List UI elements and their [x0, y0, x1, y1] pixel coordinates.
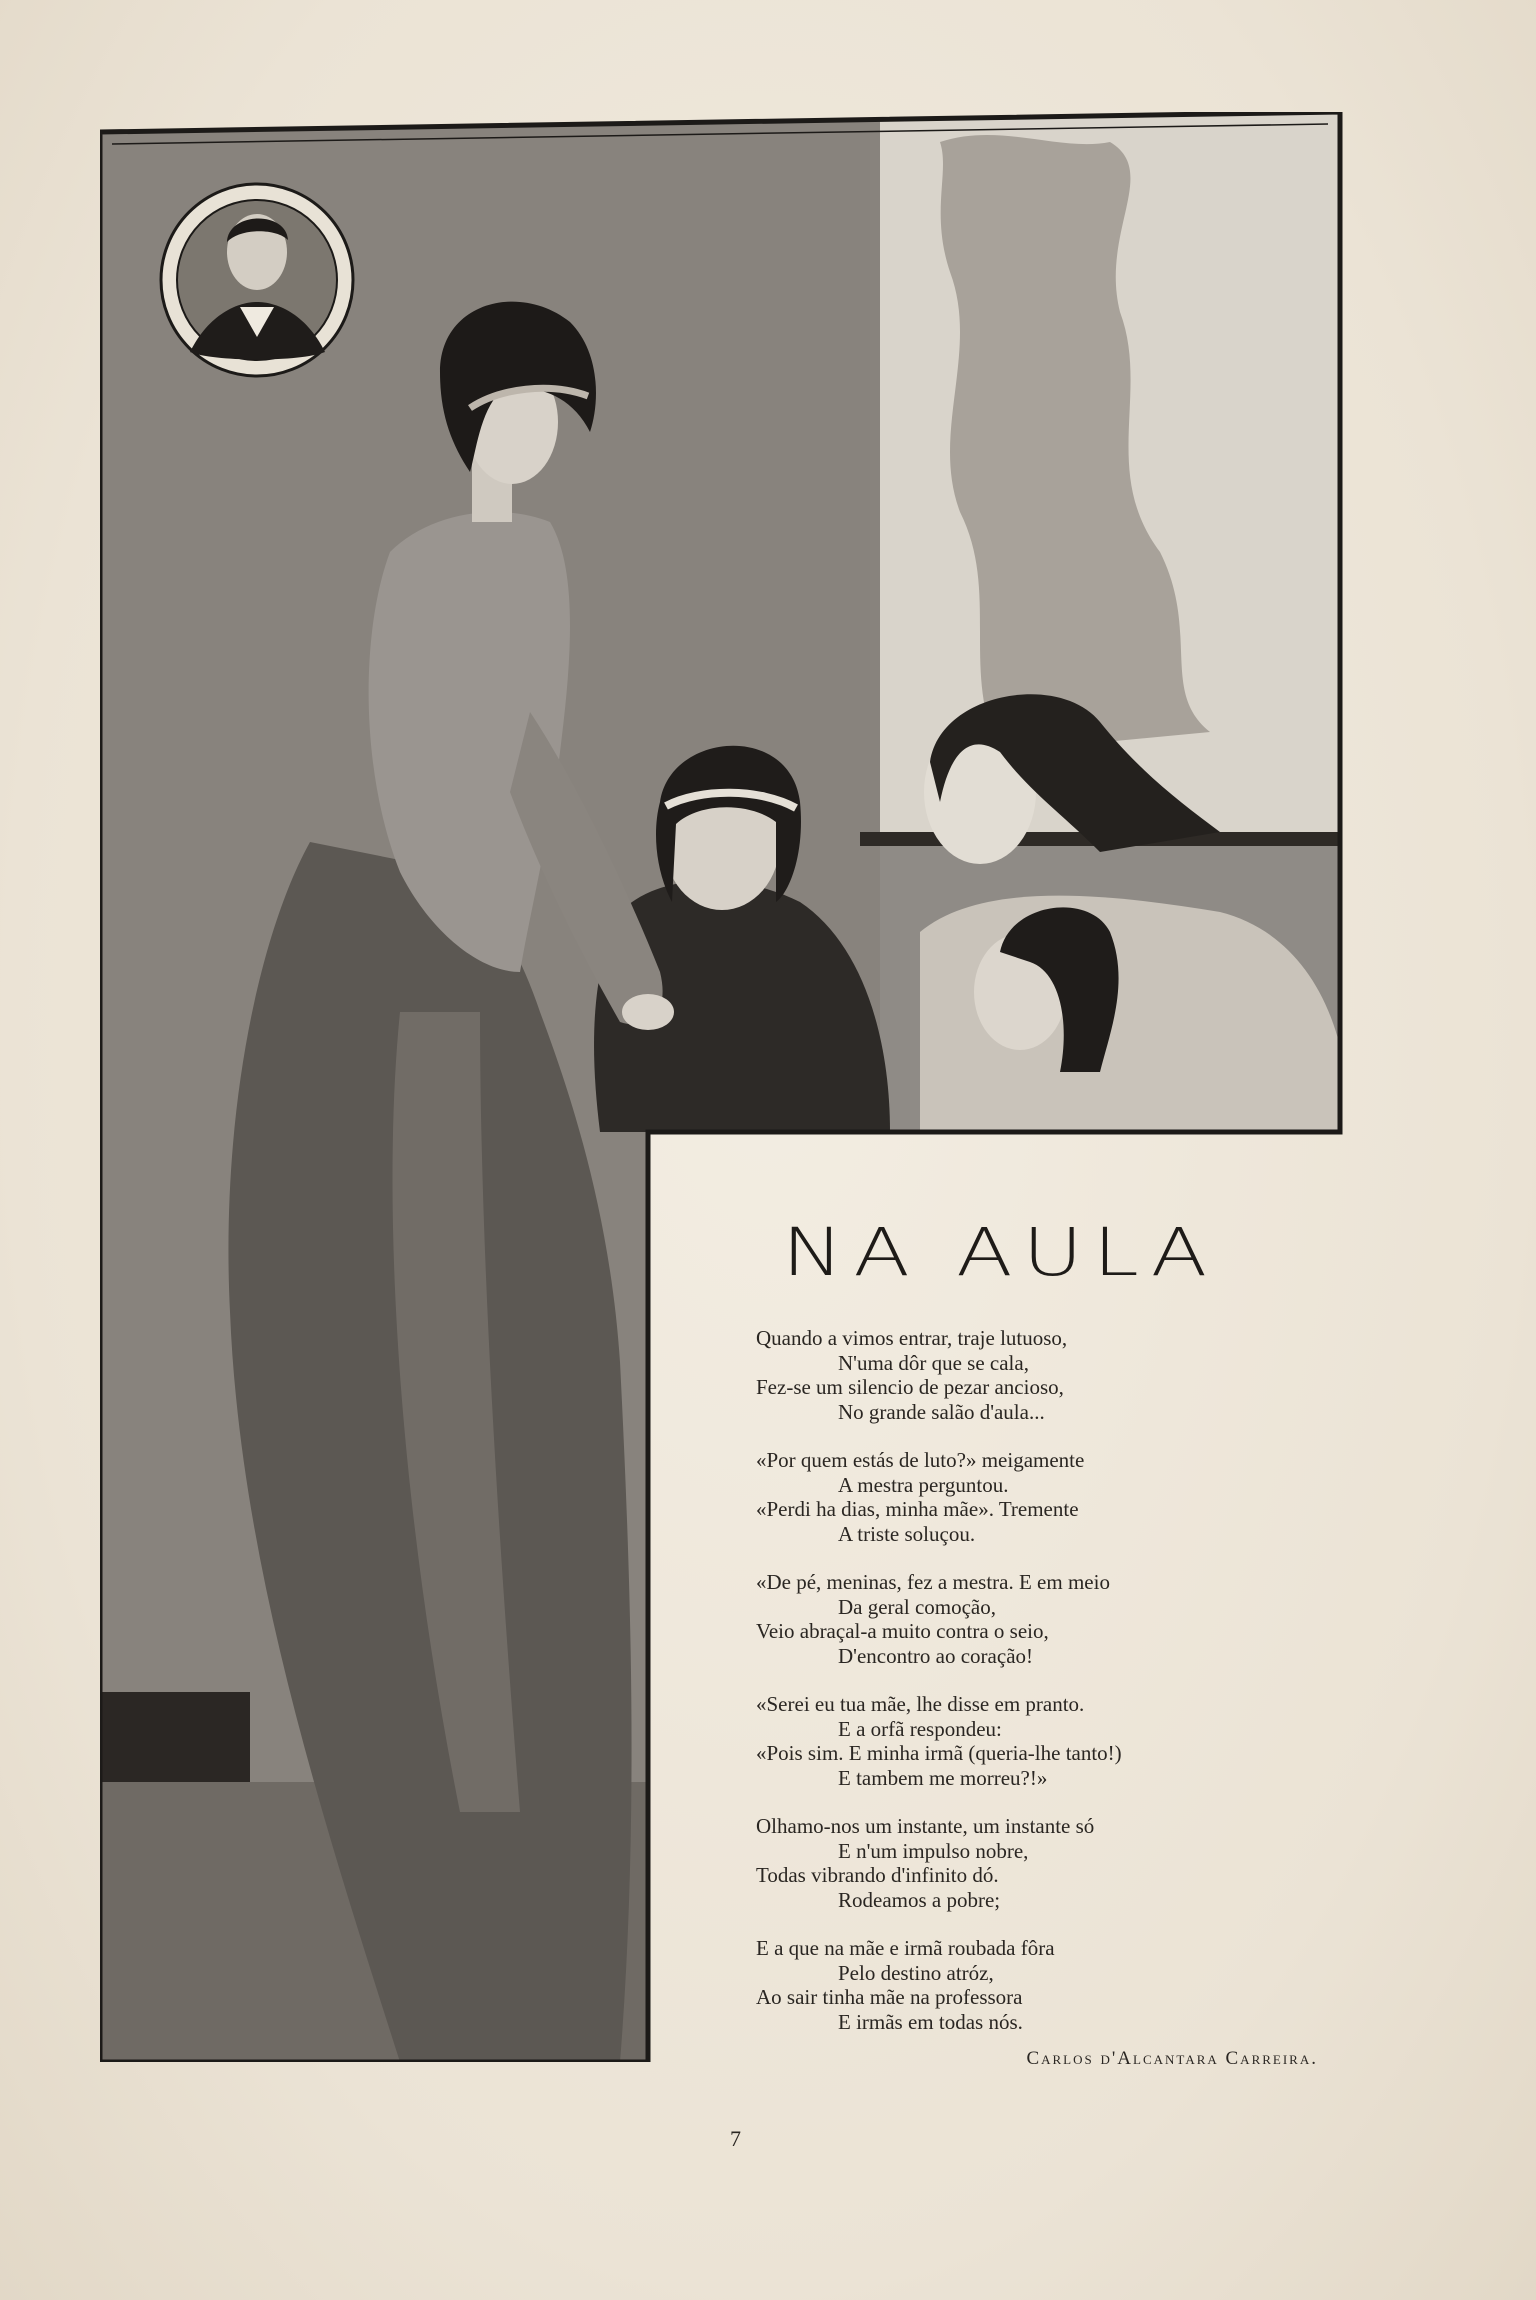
poem-line: No grande salão d'aula... — [838, 1399, 1045, 1424]
poem-line: «Perdi ha dias, minha mãe». Tremente — [756, 1497, 1079, 1521]
poem-line: «Por quem estás de luto?» meigamente — [756, 1448, 1085, 1472]
poem-line: D'encontro ao coração! — [838, 1643, 1034, 1668]
poem-line: Fez-se um silencio de pezar ancioso, — [756, 1375, 1064, 1399]
poem-line: N'uma dôr que se cala, — [838, 1350, 1029, 1375]
poem-author: Carlos d'Alcantara Carreira. — [1026, 2048, 1318, 2069]
poem-line: E tambem me morreu?!» — [838, 1765, 1048, 1790]
poem-line: Olhamo-nos um instante, um instante só — [756, 1814, 1095, 1838]
poem-line: A triste soluçou. — [838, 1521, 976, 1546]
poem-body — [756, 1326, 1356, 2058]
poem-line: E n'um impulso nobre, — [838, 1838, 1029, 1863]
poem-line: Quando a vimos entrar, traje lutuoso, — [756, 1326, 1068, 1350]
poem-stanza — [756, 1936, 1356, 2034]
poem-line: A mestra perguntou. — [838, 1472, 1009, 1497]
poem-line: E irmãs em todas nós. — [838, 2009, 1023, 2034]
poem-line: Rodeamos a pobre; — [838, 1887, 1001, 1912]
poem-line: «Pois sim. E minha irmã (queria-lhe tanto!) — [756, 1741, 1122, 1765]
teacher-hand — [622, 994, 674, 1030]
poem-line: Ao sair tinha mãe na professora — [756, 1985, 1023, 2009]
poem-stanza — [756, 1570, 1356, 1668]
poem-section — [648, 1148, 1358, 2069]
poem-line: «De pé, meninas, fez a mestra. E em meio — [756, 1570, 1110, 1594]
poem-stanza — [756, 1326, 1356, 1424]
door-panel — [100, 1692, 250, 1782]
poem-line: Veio abraçal-a muito contra o seio, — [756, 1619, 1049, 1643]
poem-line: «Serei eu tua mãe, lhe disse em pranto. — [756, 1692, 1085, 1716]
poem-line: Da geral comoção, — [838, 1594, 997, 1619]
poem-stanza — [756, 1814, 1356, 1912]
poem-line: Pelo destino atróz, — [838, 1960, 994, 1985]
poem-line: E a que na mãe e irmã roubada fôra — [756, 1936, 1055, 1960]
page-number: 7 — [730, 2126, 741, 2151]
poem-stanza — [756, 1692, 1356, 1790]
poem-title: NA AULA — [781, 1214, 1218, 1291]
poem-line: Todas vibrando d'infinito dó. — [756, 1863, 999, 1887]
poem-stanza — [756, 1448, 1356, 1546]
author-portrait — [161, 184, 353, 376]
poem-line: E a orfã respondeu: — [838, 1716, 1002, 1741]
